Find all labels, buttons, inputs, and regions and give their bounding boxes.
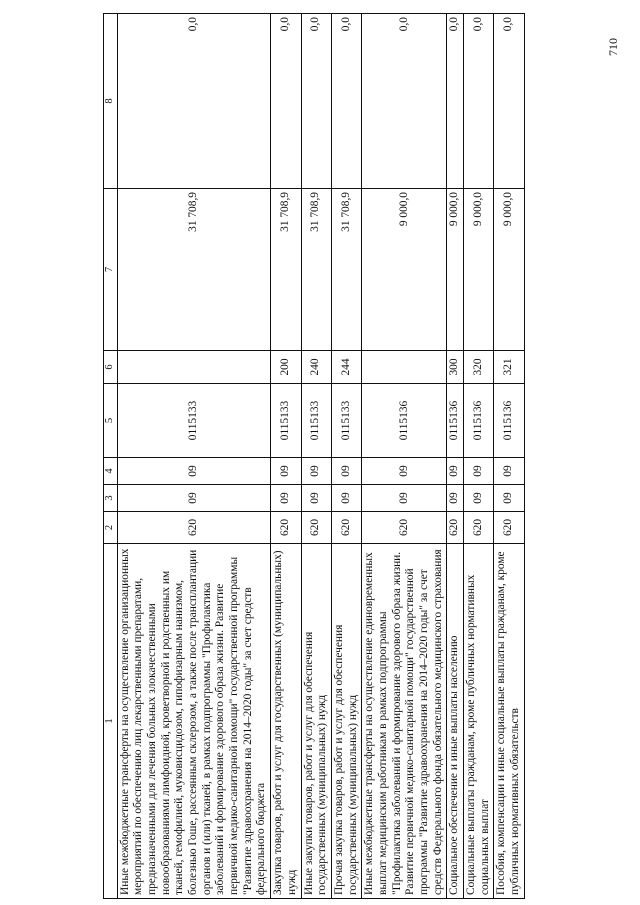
table-row xyxy=(331,14,361,899)
expense-type-cell xyxy=(117,351,271,384)
expense-type-cell xyxy=(362,351,447,384)
column-header-2: 2 xyxy=(104,512,118,544)
subsection-code-cell: 09 xyxy=(494,458,524,485)
subsection-code-cell: 09 xyxy=(331,458,361,485)
table-row xyxy=(362,14,447,899)
section-code-cell: 09 xyxy=(331,485,361,512)
target-article-cell: 0115136 xyxy=(464,384,494,458)
amount-cell: 31 708,9 xyxy=(271,189,301,351)
column-header-6: 6 xyxy=(104,351,118,384)
amount-cell: 9 000,0 xyxy=(362,189,447,351)
table-row xyxy=(117,14,271,899)
subsection-code-cell: 09 xyxy=(362,458,447,485)
amount-cell: 9 000,0 xyxy=(464,189,494,351)
amount-second-cell: 0,0 xyxy=(301,14,331,189)
rotated-table-container xyxy=(103,14,581,899)
column-header-1: 1 xyxy=(104,544,118,899)
ministry-code-cell: 620 xyxy=(362,512,447,544)
page-number: 710 xyxy=(606,38,620,56)
expense-type-cell: 240 xyxy=(301,351,331,384)
target-article-cell: 0115133 xyxy=(301,384,331,458)
section-code-cell: 09 xyxy=(447,485,464,512)
amount-second-cell: 0,0 xyxy=(447,14,464,189)
amount-second-cell: 0,0 xyxy=(117,14,271,189)
section-code-cell: 09 xyxy=(362,485,447,512)
amount-cell: 31 708,9 xyxy=(301,189,331,351)
section-code-cell: 09 xyxy=(301,485,331,512)
section-code-cell: 09 xyxy=(494,485,524,512)
row-description: Пособия, компенсации и иные социальные выплаты гражданам, кроме публичных нормативных обязательств xyxy=(494,544,524,899)
column-header-8: 8 xyxy=(104,14,118,189)
ministry-code-cell: 620 xyxy=(117,512,271,544)
row-description: Социальное обеспечение и иные выплаты населению xyxy=(447,544,464,899)
amount-cell: 31 708,9 xyxy=(331,189,361,351)
table-row xyxy=(447,14,464,899)
ministry-code-cell: 620 xyxy=(301,512,331,544)
section-code-cell: 09 xyxy=(464,485,494,512)
row-description: Иные межбюджетные трансферты на осуществление организационных мероприятий по обеспечению лиц лекарственными препаратами, предназначенными для лечения больных злокачественными новообразованиями лимфоидной, кроветворной и родственных им тканей, гемофилией, муковисцидозом, гипофизарным нанизмом, болезнью Гоше, рассеянным склерозом, а также после трансплантации органов и (или) тканей, в рамках подпрограммы "Профилактика заболеваний и формирование здорового образа жизни. Развитие первичной медико-санитарной помощи" государственной программы "Развитие здравоохранения на 2014–2020 годы" за счет средств федерального бюджета xyxy=(117,544,271,899)
target-article-cell: 0115133 xyxy=(117,384,271,458)
target-article-cell: 0115133 xyxy=(271,384,301,458)
ministry-code-cell: 620 xyxy=(271,512,301,544)
budget-table xyxy=(103,13,525,899)
target-article-cell: 0115136 xyxy=(447,384,464,458)
ministry-code-cell: 620 xyxy=(447,512,464,544)
table-row xyxy=(494,14,524,899)
row-description: Закупка товаров, работ и услуг для государственных (муниципальных) нужд xyxy=(271,544,301,899)
column-number-row xyxy=(104,14,118,899)
column-header-5: 5 xyxy=(104,384,118,458)
row-description: Социальные выплаты гражданам, кроме публичных нормативных социальных выплат xyxy=(464,544,494,899)
table-row xyxy=(271,14,301,899)
ministry-code-cell: 620 xyxy=(331,512,361,544)
row-description: Иные закупки товаров, работ и услуг для обеспечения государственных (муниципальных) нужд xyxy=(301,544,331,899)
column-header-3: 3 xyxy=(104,485,118,512)
amount-cell: 9 000,0 xyxy=(494,189,524,351)
expense-type-cell: 320 xyxy=(464,351,494,384)
section-code-cell: 09 xyxy=(271,485,301,512)
expense-type-cell: 200 xyxy=(271,351,301,384)
section-code-cell: 09 xyxy=(117,485,271,512)
expense-type-cell: 300 xyxy=(447,351,464,384)
amount-cell: 9 000,0 xyxy=(447,189,464,351)
ministry-code-cell: 620 xyxy=(494,512,524,544)
row-description: Иные межбюджетные трансферты на осуществление единовременных выплат медицинским работникам в рамках подпрограммы "Профилактика заболеваний и формирование здорового образа жизни. Развитие первичной медико-санитарной помощи" государственной программы "Развитие здравоохранения на 2014–2020 годы" за счет средств Федерального фонда обязательного медицинского страхования xyxy=(362,544,447,899)
amount-second-cell: 0,0 xyxy=(362,14,447,189)
target-article-cell: 0115136 xyxy=(494,384,524,458)
subsection-code-cell: 09 xyxy=(301,458,331,485)
table-row xyxy=(301,14,331,899)
column-header-7: 7 xyxy=(104,189,118,351)
target-article-cell: 0115136 xyxy=(362,384,447,458)
column-header-4: 4 xyxy=(104,458,118,485)
expense-type-cell: 321 xyxy=(494,351,524,384)
row-description: Прочая закупка товаров, работ и услуг для обеспечения государственных (муниципальных) нужд xyxy=(331,544,361,899)
amount-second-cell: 0,0 xyxy=(271,14,301,189)
subsection-code-cell: 09 xyxy=(447,458,464,485)
ministry-code-cell: 620 xyxy=(464,512,494,544)
amount-second-cell: 0,0 xyxy=(464,14,494,189)
amount-cell: 31 708,9 xyxy=(117,189,271,351)
amount-second-cell: 0,0 xyxy=(494,14,524,189)
subsection-code-cell: 09 xyxy=(271,458,301,485)
subsection-code-cell: 09 xyxy=(464,458,494,485)
amount-second-cell: 0,0 xyxy=(331,14,361,189)
subsection-code-cell: 09 xyxy=(117,458,271,485)
table-row xyxy=(464,14,494,899)
target-article-cell: 0115133 xyxy=(331,384,361,458)
expense-type-cell: 244 xyxy=(331,351,361,384)
